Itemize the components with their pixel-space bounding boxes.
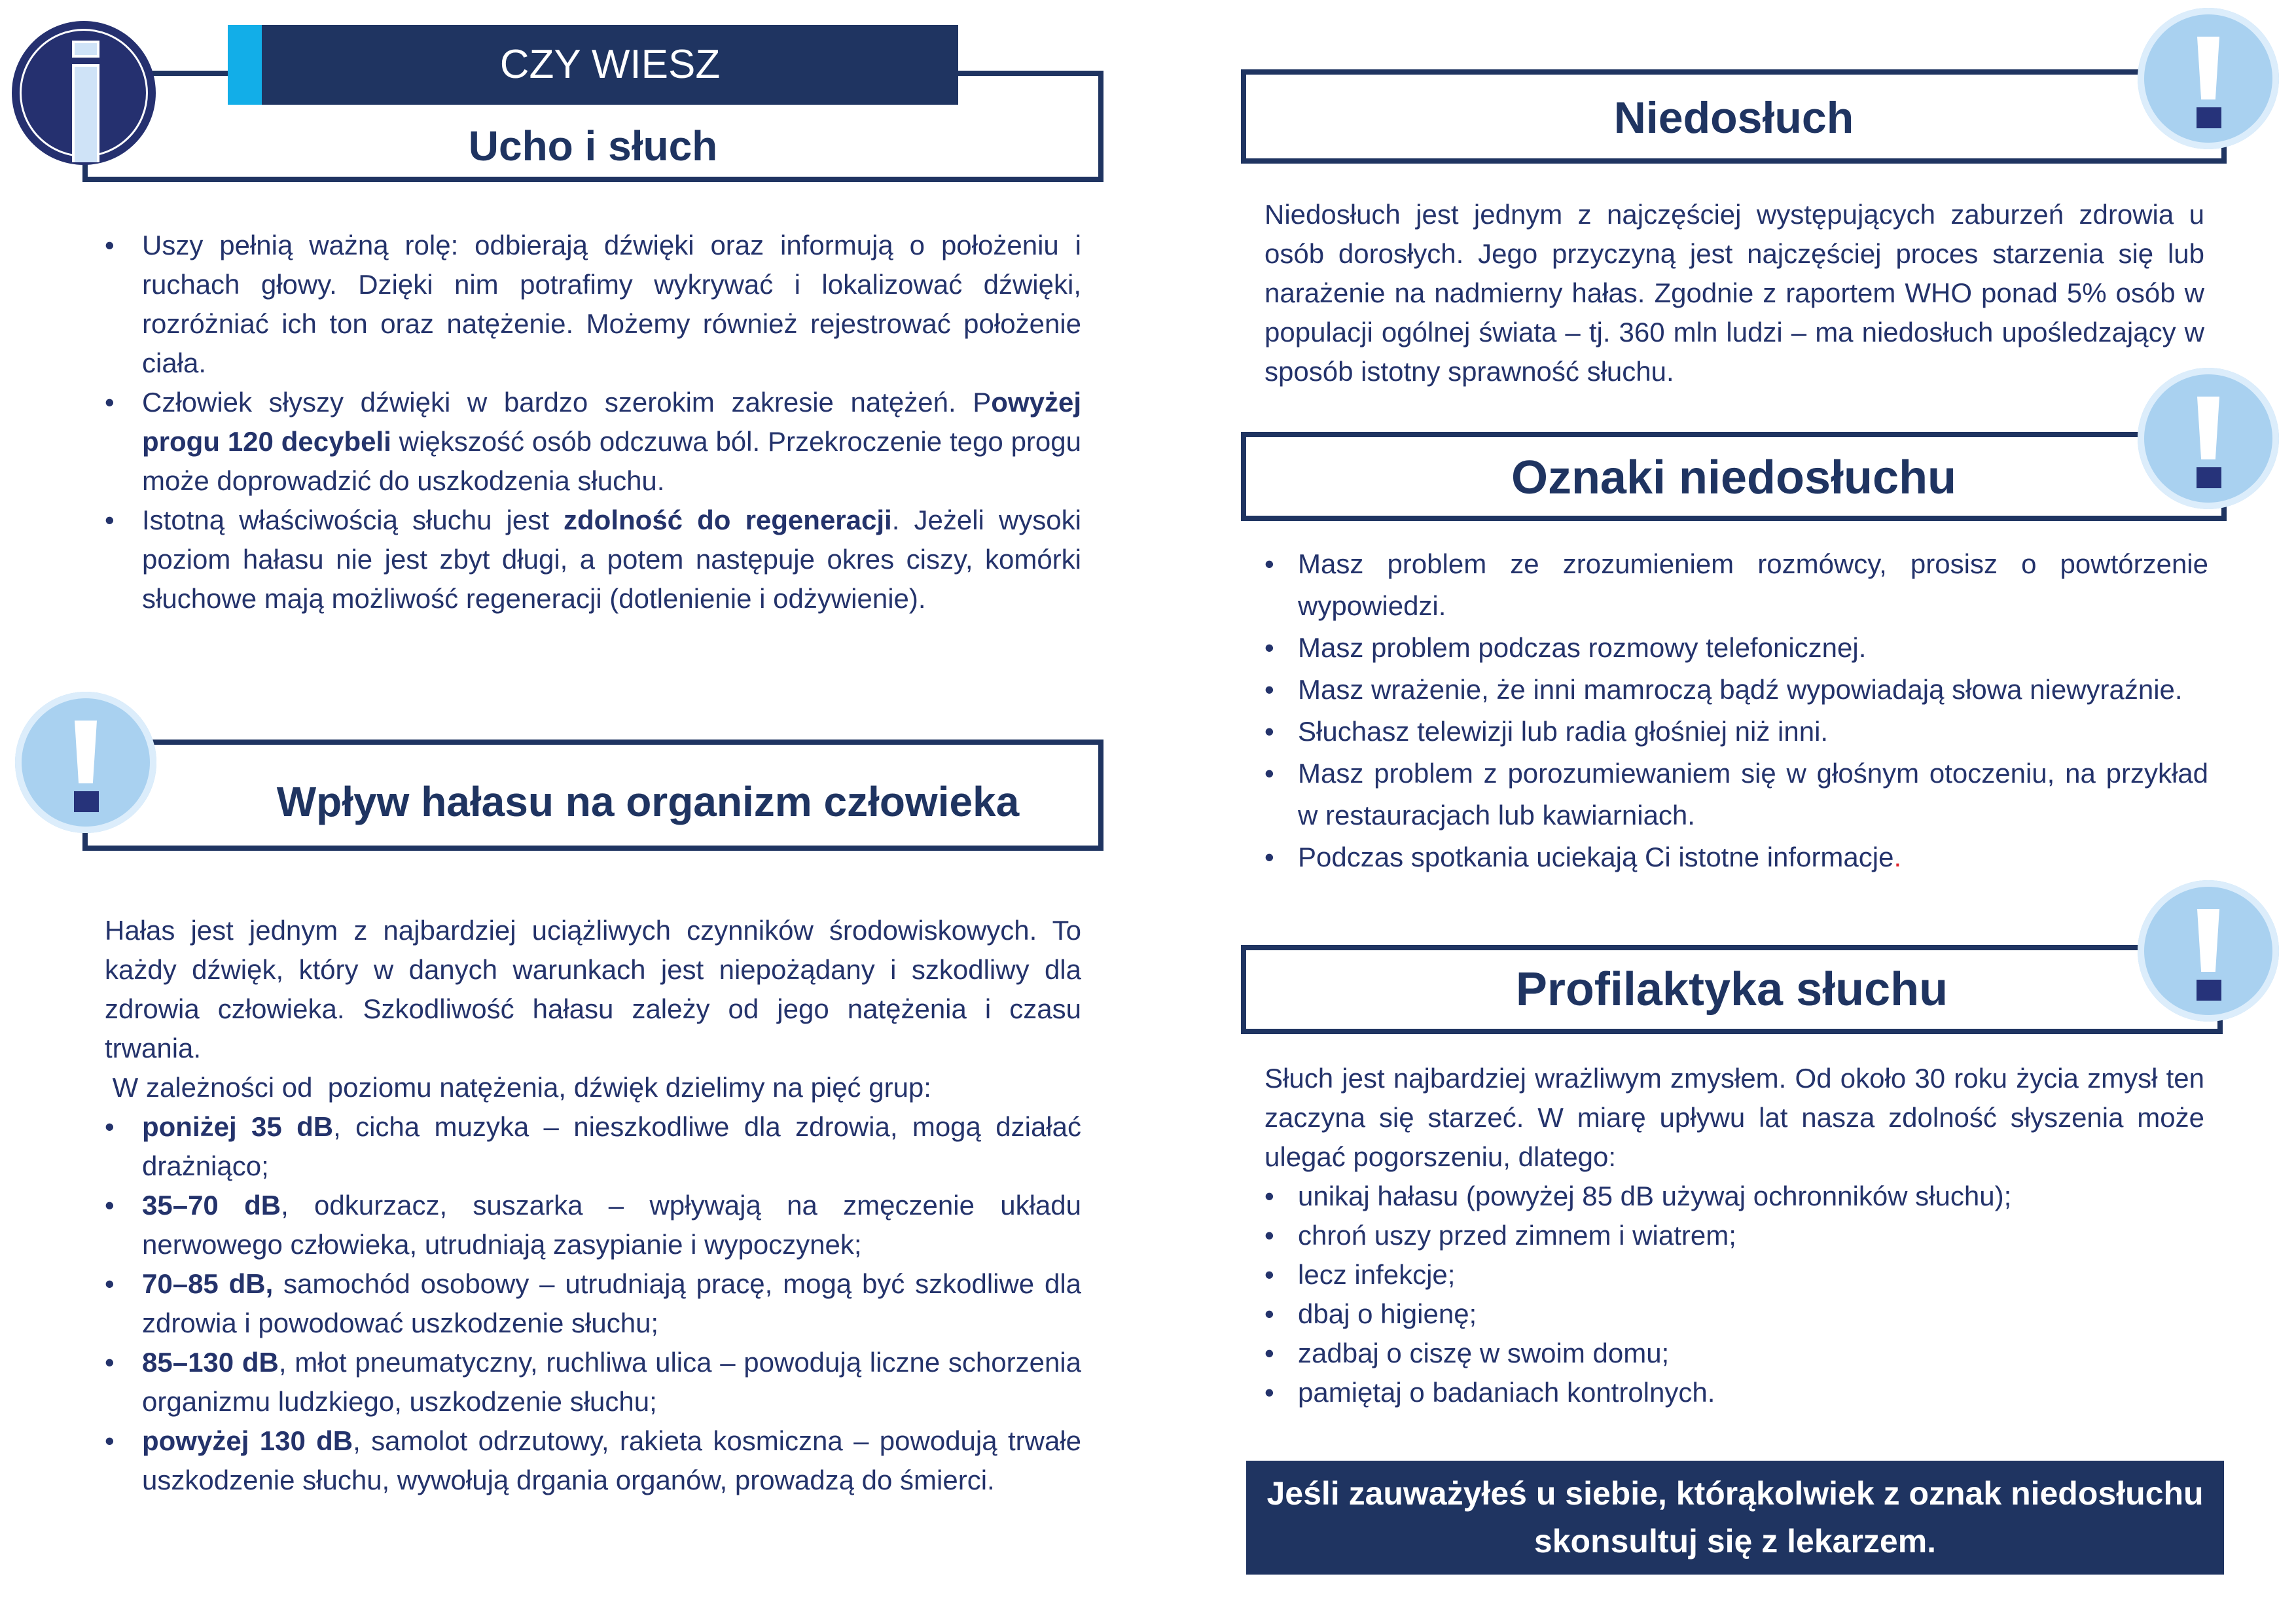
text-run: samochód osobowy – utrudniają pracę, mogą być szkodliwe dla zdrowia i powodować uszkodzenie słuchu; — [142, 1268, 1082, 1338]
bold-run: 85–130 dB — [142, 1347, 279, 1378]
list-item: • zadbaj o ciszę w swoim domu; — [1261, 1334, 2208, 1373]
red-period: . — [1893, 842, 1902, 872]
noise-intro: Hałas jest jednym z najbardziej uciążliwych czynników środowiskowych. To każdy dźwięk, który w danych warunkach jest niepożądany i szkodliwy dla zdrowia człowieka. Szkodliwość hałasu zależy od jego natężenia i czasu trwania. — [105, 915, 1081, 1063]
list-item: • Masz problem z porozumiewaniem się w głośnym otoczeniu, na przykład w restauracjach lub kawiarniach. — [1261, 753, 2208, 836]
prevention-list — [1261, 1177, 2208, 1412]
list-item: • Słuchasz telewizji lub radia głośniej niż inni. — [1261, 711, 2208, 753]
exclamation-icon — [2138, 880, 2279, 1022]
exclamation-icon — [15, 692, 156, 833]
noise-intro-groups: W zależności od poziomu natężenia, dźwięk dzielimy na pięć grup: — [105, 1072, 931, 1103]
ear-bullet-list — [105, 226, 1081, 618]
exclamation-icon — [2138, 8, 2279, 149]
info-icon — [12, 21, 156, 165]
bold-run: zdolność do regeneracji — [564, 505, 892, 535]
list-item — [105, 226, 1081, 383]
text-run: Uszy pełnią ważną rolę: odbierają dźwięki oraz informują o położeniu i ruchach głowy. Dzięki nim potrafimy wykrywać i lokalizować dźwięki, rozróżniać ich ton oraz natężenie. Możemy również rejestrować położenie ciała. — [142, 230, 1081, 378]
text-run: , samolot odrzutowy, rakieta kosmiczna – powodują trwałe uszkodzenie słuchu, wywołują drgania organów, prowadzą do śmierci. — [142, 1425, 1081, 1495]
consult-doctor-banner — [1246, 1461, 2224, 1575]
signs-heading: Oznaki niedosłuchu — [1511, 452, 1957, 504]
list-item: • pamiętaj o badaniach kontrolnych. — [1261, 1373, 2208, 1412]
list-item: • unikaj hałasu (powyżej 85 dB używaj ochronników słuchu); — [1261, 1177, 2208, 1216]
list-item — [105, 501, 1081, 618]
sign-text: Podczas spotkania uciekają Ci istotne informacje — [1298, 842, 1894, 872]
list-item — [105, 1107, 1081, 1186]
hearing-loss-text: Niedosłuch jest jednym z najczęściej występujących zaburzeń zdrowia u osób dorosłych. Jego przyczyną jest najczęściej proces starzenia się lub narażenie na nadmierny hałas. Zgodnie z raportem WHO ponad 5% osób w populacji ogólnej świata – tj. 360 mln ludzi – ma niedosłuch upośledzający w sposób istotny sprawność słuchu. — [1265, 199, 2204, 387]
bold-run: 35–70 dB — [142, 1190, 281, 1221]
list-item — [105, 1421, 1081, 1500]
text-run: , młot pneumatyczny, ruchliwa ulica – powodują liczne schorzenia organizmu ludzkiego, uszkodzenie słuchu; — [142, 1347, 1081, 1417]
noise-groups-list — [105, 1107, 1081, 1500]
banner-line-2: skonsultuj się z lekarzem. — [1534, 1523, 1937, 1560]
list-item: • Masz wrażenie, że inni mamroczą bądź wypowiadają słowa niewyraźnie. — [1261, 669, 2208, 711]
bold-run: owyżej progu 120 decybeli — [142, 387, 1081, 457]
hearing-loss-heading: Niedosłuch — [1613, 93, 1854, 143]
list-item — [105, 383, 1081, 501]
text-run: Istotną właściwością słuchu jest — [142, 505, 564, 535]
prevention-intro: Słuch jest najbardziej wrażliwym zmysłem. Od około 30 roku życia zmysł ten zaczyna się starzeć. W miarę upływu lat nasza zdolność słyszenia może ulegać pogorszeniu, dlatego: — [1265, 1063, 2204, 1172]
signs-list — [1261, 543, 2208, 878]
ear-heading: Ucho i słuch — [468, 122, 718, 169]
text-run: Człowiek słyszy dźwięki w bardzo szerokim zakresie natężeń. P — [142, 387, 992, 418]
exclamation-icon — [2138, 368, 2279, 509]
list-item: • Masz problem podczas rozmowy telefonicznej. — [1261, 627, 2208, 669]
did-you-know-label: CZY WIESZ — [499, 42, 721, 87]
text-run: . Jeżeli wysoki poziom hałasu nie jest zbyt długi, a potem następuje okres ciszy, komórki słuchowe mają możliwość regeneracji (dotlenienie i odżywienie). — [142, 505, 1081, 614]
bold-run: 70–85 dB, — [142, 1268, 274, 1299]
text-run: , cicha muzyka – nieszkodliwe dla zdrowia, mogą działać drażniąco; — [142, 1111, 1081, 1181]
list-item — [1261, 836, 2208, 878]
title-bar-accent — [228, 25, 262, 105]
bold-run: powyżej 130 dB — [142, 1425, 353, 1456]
prevention-heading: Profilaktyka słuchu — [1515, 963, 1948, 1016]
list-item: • Masz problem ze zrozumieniem rozmówcy, prosisz o powtórzenie wypowiedzi. — [1261, 543, 2208, 627]
list-item: • lecz infekcje; — [1261, 1255, 2208, 1294]
banner-line-1: Jeśli zauważyłeś u siebie, którąkolwiek z oznak niedosłuchu — [1266, 1475, 2204, 1512]
list-item — [105, 1264, 1081, 1343]
noise-heading: Wpływ hałasu na organizm człowieka — [276, 778, 1020, 825]
list-item — [105, 1186, 1081, 1264]
list-item: • chroń uszy przed zimnem i wiatrem; — [1261, 1216, 2208, 1255]
bold-run: poniżej 35 dB — [142, 1111, 334, 1142]
text-run: , odkurzacz, suszarka – wpływają na zmęczenie układu nerwowego człowieka, utrudniają zasypianie i wypoczynek; — [142, 1190, 1081, 1260]
list-item — [105, 1343, 1081, 1421]
list-item: • dbaj o higienę; — [1261, 1294, 2208, 1334]
text-run: większość osób odczuwa ból. Przekroczenie tego progu może doprowadzić do uszkodzenia słuchu. — [142, 426, 1081, 496]
